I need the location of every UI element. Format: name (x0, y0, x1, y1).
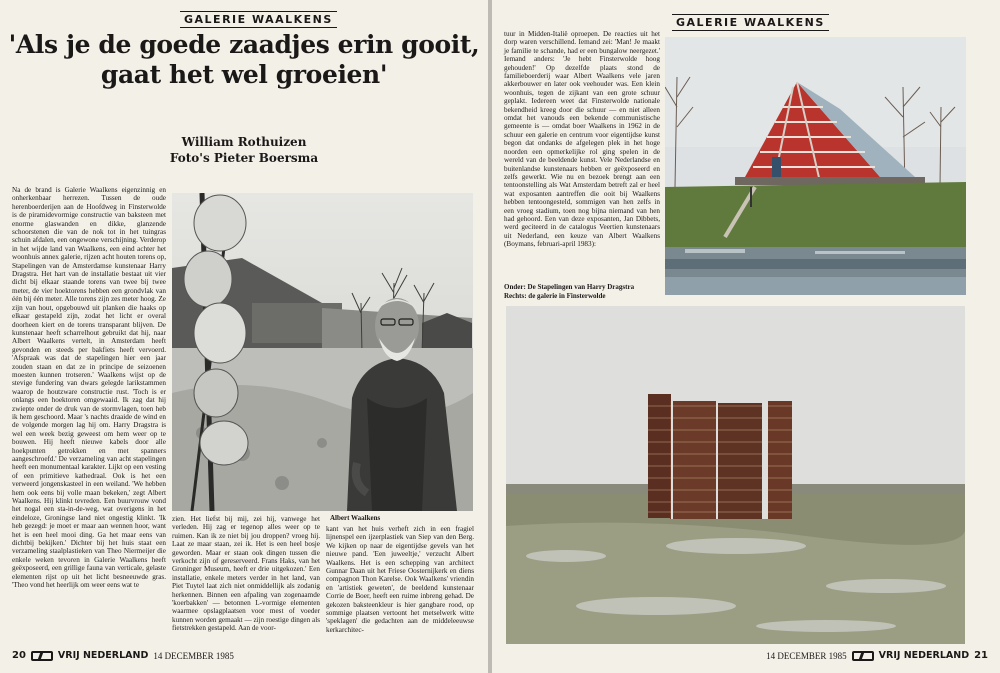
photo-graphic-gallery (665, 37, 966, 295)
column-3: kant van het huis verheft zich in een fragiel lijnenspel een ijzerplastiek van Siep van den Berg. We kijken op naar de eigentijdse gevels van het nieuwe pand. 'Een juweeltje,' verzucht Albert Waalkens. Het is een schepping van architect Gunnar Daan uit het Friese Oosternijkerk en diens compagnon Thon Karelse. Ook Waalkens' vriendin en 'artistiek geweten', de beeldend kunstenaar Corrie de Boer, heeft een ruime inbreng gehad. De gekozen baksteenkleur is hier gangbare rood, op sommige plaatsen vertoont het metselwerk witte 'speklagen' die gedachten aan de middeleeuwse kerkarchitec- (326, 525, 474, 634)
left-page (0, 0, 488, 673)
right-footer (766, 650, 988, 661)
magazine-name-right: VRIJ NEDERLAND (878, 650, 970, 661)
vn-logo-icon (852, 651, 874, 661)
photo-caption: Albert Waalkens (330, 514, 381, 522)
photo-albert-waalkens (172, 193, 473, 511)
photo-caption-under: Onder: De Stapelingen van Harry Dragstra (504, 283, 635, 291)
column-2: zien. Het liefst bij mij, zei hij, vanwege het verleden. Hij zag er tegenop alles weer op te ruimen. Kan ik ze niet bij jou droppen? vroeg hij. Laat ze maar staan, zei ik. Het is een heel bosje geworden. Maar er staan ook dingen tussen die verkocht zijn of gereserveerd. Frans Haks, van het Groninger Museum, heeft er drie uitgekozen.' Een installatie, enkele meters verder in het land, van Piet Tuytel laat zich niet onmiddellijk als zodanig herkennen. Binnen een afpaling van zogenaamde 'koerbakken' — betonnen L-vormige elementen waarmee opslagplaatsen voor mest of voeder kunnen worden gemaakt — zijn roestige dingen als fietstrekken gestapeld. Aan de voor- (172, 515, 320, 633)
left-footer (12, 650, 234, 661)
page-number-right: 21 (974, 650, 988, 661)
photo-gallery-building (665, 37, 966, 295)
issue-date: 14 DECEMBER 1985 (153, 650, 234, 661)
vn-logo-icon (31, 651, 53, 661)
page-number: 20 (12, 650, 26, 661)
right-column: tuur in Midden-Italië oproepen. De reacties uit het dorp waren verschillend. Iemand zei: 'Man! Je maakt je familie te schande, had er een bungalow neergezet.' Iemand anders: 'Je hebt Finsterwolde hoog gehouden!' Op dezelfde plaats stond de familieboerderij waar Albert Waalkens vele jaren akkerbouwer en later ook veehouder was. Een klein woonhuis, tegen de zijkant van een grote schuur geplakt. Iedereen weet dat Finsterwolde nationale bekendheid kreeg door die schuur — en niet alleen omdat het vanouds een bekende communistische gemeente is — omdat boer Waalkens in 1962 in de schuur een galerie en centrum voor eigentijdse kunst begon dat ondanks de afgelegen plek in het hoge noorden een opmerkelijke rol ging spelen in de wereld van de beeldende kunst. Vele Nederlandse en buitenlandse kunstenaars hebben er geëxposeerd en zelfs gewerkt. Wie nu en bezoek brengt aan een tentoonstelling als Wat Amsterdam betreft zal er heel wat exposanten aantreffen die ooit bij Waalkens hebben tentoongesteld, sommigen van hen zelfs in een vroeg stadium, toen nog bijna niemand van hen had gehoord. Een van deze exposanten, Jan Dibbets, werd geciteerd in de catalogus Veertien kunstenaars uit Nederland, een keuze van Albert Waalkens (Boymans, februari-april 1983): (504, 30, 660, 249)
headline: 'Als je de goede zaadjes erin gooit, gaat het wel groeien' (8, 30, 480, 89)
magazine-name: VRIJ NEDERLAND (57, 650, 149, 661)
section-kicker: GALERIE WAALKENS (180, 11, 337, 28)
photo-stapelingen (506, 306, 965, 644)
right-page (492, 0, 1000, 673)
section-kicker-right: GALERIE WAALKENS (672, 14, 829, 31)
author: William Rothuizen (181, 135, 307, 149)
column-1: Na de brand is Galerie Waalkens eigenzinnig en onherkenbaar herrezen. Tussen de oude herenboerderijen aan de Hoofdweg in Finsterwolde is de piramidevormige constructie van baksteen met enorme glaswanden en dikke, glanzende schoorstenen die van de nok tot in het tuingras schuin afdalen, een ongewone verschijning. Verderop in het wijde land van Waalkens, een eind achter het woonhuis annex galerie, rijzen acht houten torens op, Stapelingen van de Amsterdamse kunstenaar Harry Dragstra. Het hart van de installatie bestaat uit vier dicht bij elkaar staande torens van twee bij twee meter, de vier hoektorens hebben een grondvlak van één bij één meter. Alle torens zijn zes meter hoog. Ze zijn van hout, opgebouwd uit planken die haaks op elkaar gestapeld zijn, zodat het licht er overal doorheen kiert en de torens transparant blijven. De kunstenaar heeft scharrelhout gebruikt dat hij, naar Albert Waalkens vertelt, in Amsterdam heeft gevonden en steeds per bakfiets heeft vervoerd. 'Afspraak was dat de stapelingen hier een jaar zouden staan en dat ze in principe de seizoenen moesten kunnen trotseren.' Waalkens wijst op de stevige fundering van dwars gelegde larikstammen waarop de houtzware constructie rust. 'Toch is er onlangs een hoektoren omgewaaid. Ik zag dat hij zwiepte onder de druk van de stormvlagen, toen heb ik hem geschoord. Maar 's nachts draaide de wind en de volgende morgen lag hij om. Harry Dragstra is wel een week bezig geweest om hem weer op te bouwen. Hij heeft nieuwe kabels door alle hoekpunten getrokken en met spanners aangeschroefd.' De verzameling van acht stapelingen heeft een monumentaal karakter. Lijkt op een vesting of een primitieve kathedraal. Ook is het een verweerd jongenskasteel in een weiland. 'We hebben hem ook eens bij volle maan bekeken,' zegt Albert Waalkens. Hij klinkt tevreden. Een buurvrouw vond het nogal een sta-in-de-weg, wat overigens in het eindeloze, Groningse land niet ongestig klinkt. 'Ik heb gezegd: je moet er maar aan wennen hoor, want het is een heel mooi ding. Ga het maar eens van dichtbij bekijken.' Dichter bij het huis staat een verzameling staalplastieken van Theo Niermeijer die enkele weken tevoren in Galerie Waalkens heeft geëxposeerd, een grillige fauna van verticale, gelaste elementen rijst op uit het licht besneeuwde gras. 'Theo vond het heerlijk om weer eens wat te (12, 186, 166, 590)
photo-caption-right: Rechts: de galerie in Finsterwolde (504, 292, 606, 300)
photo-graphic-stapelingen (506, 306, 965, 644)
photo-credit: Foto's Pieter Boersma (169, 151, 319, 165)
issue-date-right: 14 DECEMBER 1985 (766, 650, 847, 661)
photo-graphic (172, 193, 473, 511)
